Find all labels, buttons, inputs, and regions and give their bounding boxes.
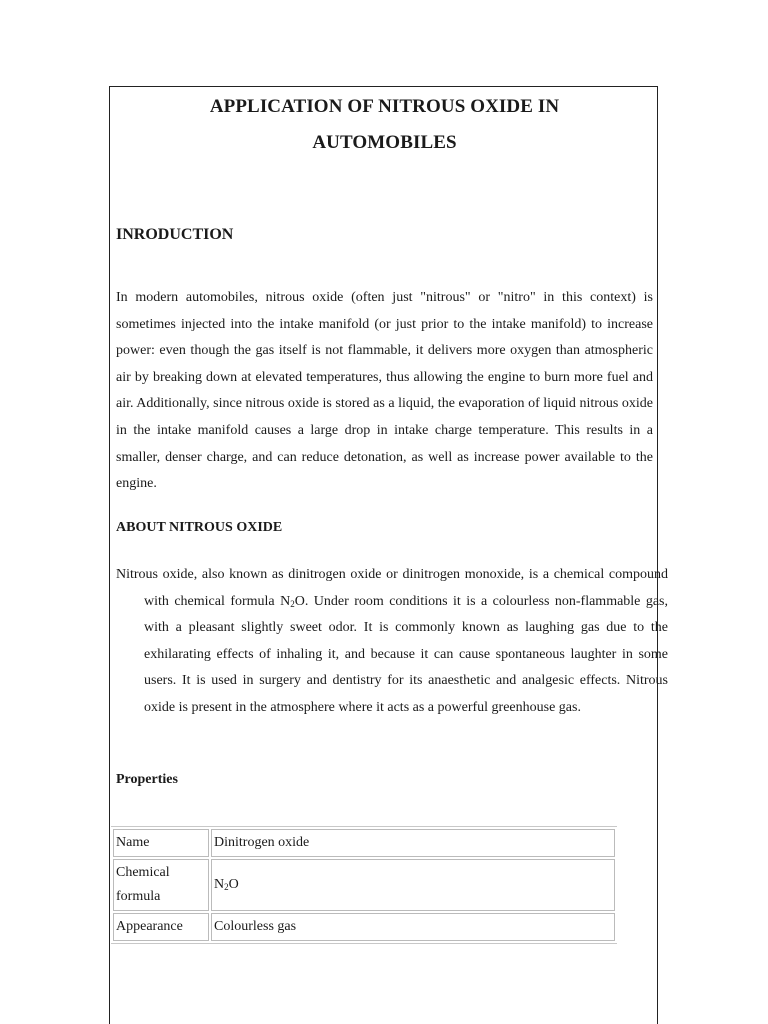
property-key: Appearance [113,913,209,941]
intro-heading: INRODUCTION [116,226,234,243]
title-line-1: APPLICATION OF NITROUS OXIDE IN [209,96,560,117]
property-value: Colourless gas [211,913,615,941]
about-text-after-formula: O. Under room conditions it is a colourless non-flammable gas, with a pleasant slightly sweet odor. It is commonly known as laughing gas due to the exhilarating effects of inhaling it, and because it can cause spontaneous laughter in some users. It is used in surgery and dentistry for its anaesthetic and analgesic effects. Nitrous oxide is present in the atmosphere where it acts as a powerful greenhouse gas. [144,593,669,715]
properties-table [111,826,617,944]
property-value [211,859,615,911]
property-key-line-2: formula [116,889,161,904]
formula-element: O [228,877,239,892]
document-body [116,86,669,934]
formula-subscript: 2 [290,598,295,609]
intro-paragraph: In modern automobiles, nitrous oxide (often just "nitrous" or "nitro" in this context) is sometimes injected into the intake manifold (or just prior to the intake manifold) to increase power: even though the gas itself is not flammable, it delivers more oxygen than atmospheric air by breaking down at elevated temperatures, thus allowing the engine to burn more fuel and air. Additionally, since nitrous oxide is stored as a liquid, the evaporation of liquid nitrous oxide in the intake manifold causes a large drop in intake charge temperature. This results in a smaller, denser charge, and can reduce detonation, as well as increase power available to the engine. [116,290,653,492]
table-row [113,913,615,941]
about-heading: ABOUT NITROUS OXIDE [116,520,283,535]
property-key-line-1: Chemical [116,865,170,880]
property-key [113,859,209,911]
formula-element: N [214,877,225,892]
about-paragraph [116,562,668,722]
property-key: Name [113,829,209,857]
document-title [116,86,653,161]
properties-heading: Properties [116,772,178,787]
table-row [113,859,615,911]
table-row [113,829,615,857]
property-value: Dinitrogen oxide [211,829,615,857]
formula-subscript: 2 [224,882,229,892]
about-text-before-formula: Nitrous oxide, also known as dinitrogen oxide or dinitrogen monoxide, is a chemical compound with chemical formula N [116,567,668,609]
title-line-2: AUTOMOBILES [312,132,457,153]
